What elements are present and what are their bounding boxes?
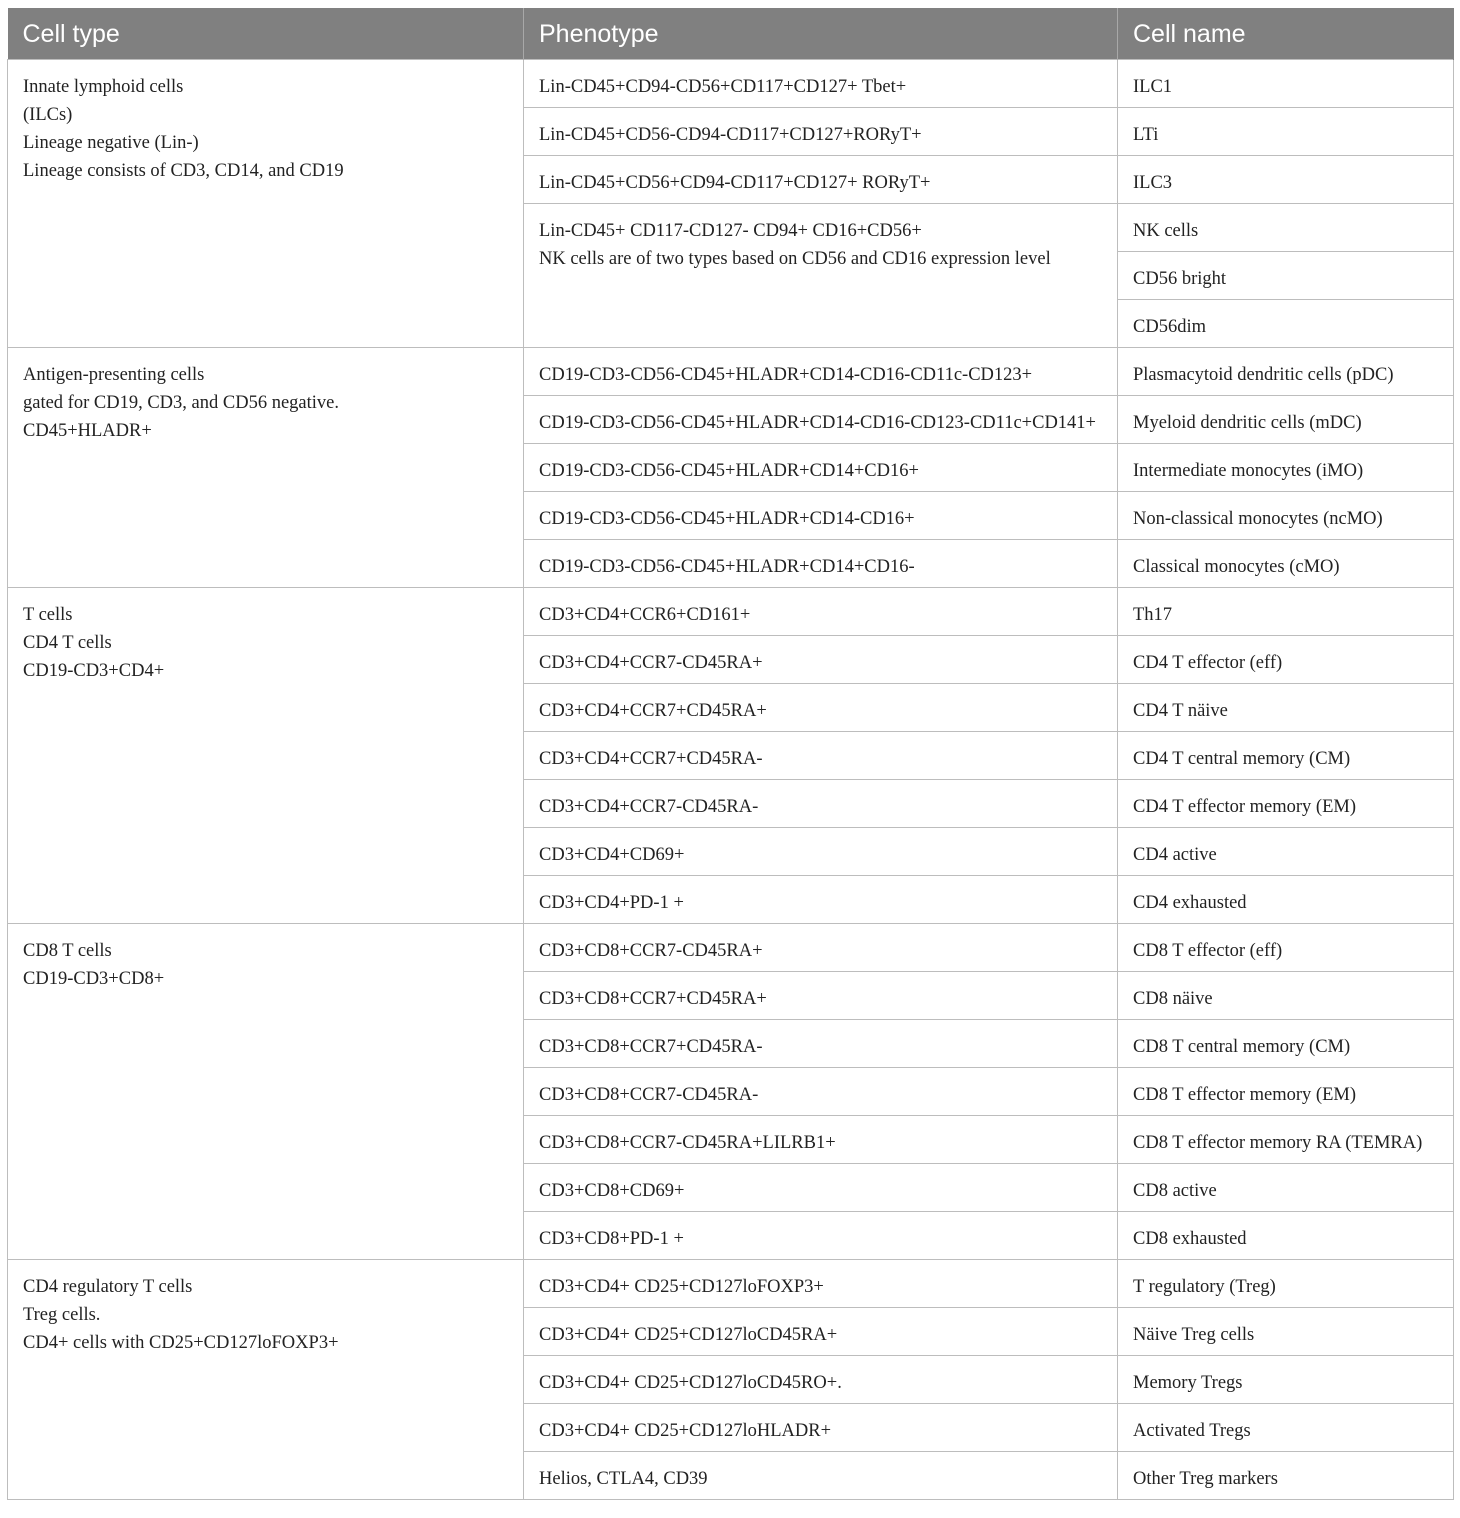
cell-name-cell: Non-classical monocytes (ncMO) [1118,492,1454,540]
phenotype-cell: CD3+CD4+CCR6+CD161+ [524,588,1118,636]
cell-name-cell: Memory Tregs [1118,1356,1454,1404]
cell-name-cell: Other Treg markers [1118,1452,1454,1500]
cell-name-cell: Näive Treg cells [1118,1308,1454,1356]
cell-name-cell: CD4 T näive [1118,684,1454,732]
phenotype-cell: CD3+CD4+CCR7+CD45RA- [524,732,1118,780]
phenotype-cell: CD19-CD3-CD56-CD45+HLADR+CD14+CD16- [524,540,1118,588]
table-row [8,924,1454,972]
phenotype-cell: Lin-CD45+CD56+CD94-CD117+CD127+ RORyT+ [524,156,1118,204]
phenotype-cell: CD3+CD4+PD-1 + [524,876,1118,924]
group-cell-type-treg: CD4 regulatory T cells Treg cells. CD4+ cells with CD25+CD127loFOXP3+ [8,1260,524,1500]
cell-name-cell: CD8 näive [1118,972,1454,1020]
phenotype-cell: CD3+CD8+CCR7-CD45RA+LILRB1+ [524,1116,1118,1164]
cell-name-cell: CD8 exhausted [1118,1212,1454,1260]
header-row [8,9,1454,60]
phenotype-cell: CD3+CD4+CD69+ [524,828,1118,876]
phenotype-cell: CD3+CD8+CCR7+CD45RA+ [524,972,1118,1020]
phenotype-cell: CD3+CD4+CCR7-CD45RA+ [524,636,1118,684]
header-cell-type: Cell type [8,9,524,60]
cell-name-cell: CD56 bright [1118,252,1454,300]
phenotype-cell: CD3+CD8+PD-1 + [524,1212,1118,1260]
phenotype-cell: CD3+CD8+CCR7-CD45RA+ [524,924,1118,972]
cell-name-cell: Th17 [1118,588,1454,636]
header-phenotype: Phenotype [524,9,1118,60]
cell-name-cell: CD8 T effector (eff) [1118,924,1454,972]
cell-name-cell: CD4 T central memory (CM) [1118,732,1454,780]
phenotype-cell: CD19-CD3-CD56-CD45+HLADR+CD14-CD16-CD123-CD11c+CD141+ [524,396,1118,444]
cell-name-cell: Myeloid dendritic cells (mDC) [1118,396,1454,444]
cell-phenotype-table-container [7,8,1453,1500]
table-row [8,348,1454,396]
table-row [8,1260,1454,1308]
cell-name-cell: CD8 T effector memory (EM) [1118,1068,1454,1116]
phenotype-cell: CD3+CD4+CCR7-CD45RA- [524,780,1118,828]
cell-name-cell: NK cells [1118,204,1454,252]
phenotype-cell: CD3+CD8+CCR7+CD45RA- [524,1020,1118,1068]
cell-name-cell: CD4 exhausted [1118,876,1454,924]
header-cell-name: Cell name [1118,9,1454,60]
group-cell-type-ilc: Innate lymphoid cells (ILCs) Lineage negative (Lin-) Lineage consists of CD3, CD14, and CD19 [8,60,524,348]
cell-name-cell: CD8 active [1118,1164,1454,1212]
phenotype-cell-nk: Lin-CD45+ CD117-CD127- CD94+ CD16+CD56+ NK cells are of two types based on CD56 and CD16 expression level [524,204,1118,348]
phenotype-cell: CD19-CD3-CD56-CD45+HLADR+CD14-CD16-CD11c-CD123+ [524,348,1118,396]
cell-name-cell: Intermediate monocytes (iMO) [1118,444,1454,492]
phenotype-cell: CD3+CD4+ CD25+CD127loCD45RO+. [524,1356,1118,1404]
cell-name-cell: CD56dim [1118,300,1454,348]
phenotype-cell: CD3+CD4+ CD25+CD127loFOXP3+ [524,1260,1118,1308]
cell-name-cell: Classical monocytes (cMO) [1118,540,1454,588]
cell-name-cell: CD8 T effector memory RA (TEMRA) [1118,1116,1454,1164]
cell-name-cell: Activated Tregs [1118,1404,1454,1452]
cell-name-cell: CD4 active [1118,828,1454,876]
group-cell-type-apc: Antigen-presenting cells gated for CD19, CD3, and CD56 negative. CD45+HLADR+ [8,348,524,588]
table-header [8,9,1454,60]
phenotype-cell: CD3+CD8+CCR7-CD45RA- [524,1068,1118,1116]
cell-name-cell: Plasmacytoid dendritic cells (pDC) [1118,348,1454,396]
cell-name-cell: ILC1 [1118,60,1454,108]
cell-name-cell: T regulatory (Treg) [1118,1260,1454,1308]
phenotype-cell: Lin-CD45+CD94-CD56+CD117+CD127+ Tbet+ [524,60,1118,108]
cell-name-cell: CD4 T effector memory (EM) [1118,780,1454,828]
phenotype-cell: Helios, CTLA4, CD39 [524,1452,1118,1500]
cell-name-cell: CD4 T effector (eff) [1118,636,1454,684]
phenotype-cell: Lin-CD45+CD56-CD94-CD117+CD127+RORyT+ [524,108,1118,156]
cell-name-cell: LTi [1118,108,1454,156]
phenotype-cell: CD19-CD3-CD56-CD45+HLADR+CD14-CD16+ [524,492,1118,540]
cell-name-cell: ILC3 [1118,156,1454,204]
table-row [8,588,1454,636]
group-cell-type-cd4-t: T cells CD4 T cells CD19-CD3+CD4+ [8,588,524,924]
phenotype-cell: CD3+CD8+CD69+ [524,1164,1118,1212]
phenotype-cell: CD3+CD4+CCR7+CD45RA+ [524,684,1118,732]
cell-name-cell: CD8 T central memory (CM) [1118,1020,1454,1068]
cell-phenotype-table [7,8,1454,1500]
table-row [8,60,1454,108]
group-cell-type-cd8-t: CD8 T cells CD19-CD3+CD8+ [8,924,524,1260]
phenotype-cell: CD3+CD4+ CD25+CD127loCD45RA+ [524,1308,1118,1356]
phenotype-cell: CD3+CD4+ CD25+CD127loHLADR+ [524,1404,1118,1452]
phenotype-cell: CD19-CD3-CD56-CD45+HLADR+CD14+CD16+ [524,444,1118,492]
table-body [8,60,1454,1500]
